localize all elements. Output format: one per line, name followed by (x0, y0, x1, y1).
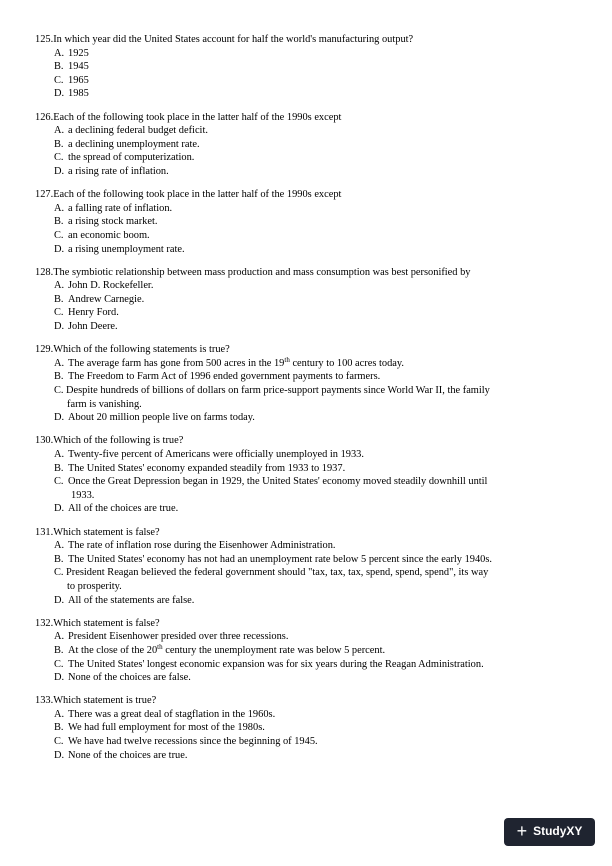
question-number: 133. (35, 695, 54, 707)
option-text-end: century to 100 acres today. (289, 357, 405, 369)
option-text: None of the choices are false. (68, 672, 191, 684)
option-letter: B. (54, 61, 64, 73)
option-d (35, 594, 580, 608)
question-stem (35, 33, 580, 47)
option-c (35, 735, 580, 749)
option-d (35, 502, 580, 516)
option-b (35, 721, 580, 735)
question-text: Which statement is true? (53, 695, 157, 707)
option-b (35, 215, 580, 229)
option-d (35, 165, 580, 179)
question-130 (35, 434, 580, 516)
question-131 (35, 526, 580, 608)
question-number: 131. (35, 526, 54, 538)
option-text: The United States' economy expanded steadily from 1933 to 1937. (68, 462, 346, 474)
studyxy-badge[interactable] (504, 818, 595, 846)
option-text: an economic boom. (68, 229, 150, 241)
question-number: 125. (35, 34, 54, 45)
option-letter: B. (54, 293, 64, 305)
option-letter: B. (54, 462, 64, 474)
question-133 (35, 694, 580, 762)
option-a (35, 47, 580, 61)
question-number: 130. (35, 435, 54, 447)
question-stem (35, 434, 580, 448)
ordinal-superscript: th (284, 355, 290, 364)
option-letter: B. (54, 371, 64, 383)
option-letter: B. (54, 553, 64, 565)
option-a (35, 630, 580, 644)
option-c (35, 229, 580, 243)
option-letter: C. (54, 385, 64, 397)
option-a (35, 357, 580, 371)
question-number: 127. (35, 189, 54, 201)
option-letter: A. (54, 125, 65, 137)
option-c (35, 384, 580, 411)
option-b (35, 138, 580, 152)
option-letter: A. (54, 708, 65, 720)
question-126 (35, 111, 580, 179)
option-text: Once the Great Depression began in 1929, the United States' economy moved steadily downhill until (68, 476, 488, 488)
option-a (35, 202, 580, 216)
option-letter: A. (54, 449, 65, 460)
question-128 (35, 266, 580, 334)
question-text: Which of the following statements is true? (53, 344, 230, 356)
option-d (35, 243, 580, 257)
question-stem (35, 617, 580, 631)
option-letter: C. (54, 736, 64, 748)
option-letter: A. (54, 540, 65, 552)
question-text: Which statement is false? (53, 526, 160, 538)
option-letter: C. (54, 307, 64, 319)
option-d (35, 87, 580, 101)
option-letter: D. (54, 165, 65, 177)
option-text: a rising unemployment rate. (68, 243, 185, 255)
option-text: a rising stock market. (68, 216, 158, 228)
option-c (35, 74, 580, 88)
option-letter: B. (54, 216, 64, 228)
question-text: Each of the following took place in the latter half of the 1990s except (53, 189, 342, 201)
option-letter: D. (54, 412, 65, 424)
option-text: a rising rate of inflation. (68, 165, 169, 177)
question-number: 132. (35, 617, 54, 629)
question-text: The symbiotic relationship between mass production and mass consumption was best personified by (53, 266, 471, 278)
option-text: All of the statements are false. (68, 594, 195, 606)
question-127 (35, 188, 580, 256)
option-text: a declining unemployment rate. (68, 138, 200, 150)
question-stem (35, 188, 580, 202)
option-text: 1925 (68, 47, 89, 59)
option-text: We had full employment for most of the 1980s. (68, 722, 265, 734)
option-text: Henry Ford. (68, 307, 119, 319)
option-letter: A. (54, 357, 65, 369)
option-text: 1985 (68, 88, 89, 100)
option-c (35, 566, 580, 593)
option-letter: A. (54, 280, 65, 292)
option-text: a declining federal budget deficit. (68, 125, 208, 137)
option-letter: A. (54, 202, 65, 214)
option-text-start: The average farm has gone from 500 acres in the 19 (68, 357, 285, 369)
option-text: John D. Rockefeller. (68, 280, 154, 292)
option-text: The rate of inflation rose during the Eisenhower Administration. (68, 540, 336, 552)
option-b (35, 644, 580, 658)
option-text-end: century the unemployment rate was below 5 percent. (162, 644, 386, 656)
question-132 (35, 617, 580, 685)
option-c (35, 658, 580, 672)
option-text-start: At the close of the 20 (68, 644, 158, 656)
option-letter: A. (54, 631, 65, 643)
option-d (35, 671, 580, 685)
option-text: About 20 million people live on farms today. (68, 412, 255, 424)
question-text: Each of the following took place in the latter half of the 1990s except (53, 111, 342, 123)
option-text: 1965 (68, 74, 89, 86)
option-text: a falling rate of inflation. (68, 202, 173, 214)
option-b (35, 60, 580, 74)
option-text: 1945 (68, 61, 89, 73)
option-letter: D. (54, 88, 65, 100)
option-text: The United States' economy has not had an unemployment rate below 5 percent since the early 1940s. (68, 553, 493, 565)
option-text: Andrew Carnegie. (68, 293, 145, 305)
ordinal-superscript: th (157, 642, 163, 651)
option-letter: D. (54, 672, 65, 684)
option-a (35, 279, 580, 293)
option-a (35, 124, 580, 138)
question-text: In which year did the United States account for half the world's manufacturing output? (53, 34, 414, 45)
option-text-continuation: to prosperity. (67, 580, 122, 592)
option-letter: C. (54, 74, 64, 86)
option-a (35, 448, 580, 462)
option-c (35, 306, 580, 320)
question-stem (35, 694, 580, 708)
option-text: We have had twelve recessions since the beginning of 1945. (68, 736, 318, 748)
option-letter: A. (54, 47, 65, 59)
option-b (35, 553, 580, 567)
question-number: 128. (35, 266, 54, 278)
option-text: All of the choices are true. (68, 503, 179, 515)
option-letter: B. (54, 138, 64, 150)
plus-icon: + (516, 821, 528, 841)
question-stem (35, 526, 580, 540)
option-text: Despite hundreds of billions of dollars on farm price-support payments since World War II, the family (66, 385, 490, 397)
option-letter: C. (54, 658, 64, 670)
option-letter: C. (54, 476, 64, 488)
option-letter: D. (54, 321, 65, 333)
option-text: The United States' longest economic expansion was for six years during the Reagan Administration. (68, 658, 484, 670)
option-text-continuation: 1933. (71, 489, 95, 501)
question-number: 129. (35, 344, 54, 356)
question-stem (35, 266, 580, 280)
option-b (35, 462, 580, 476)
option-text: John Deere. (68, 321, 118, 333)
option-text: President Eisenhower presided over three recessions. (68, 631, 289, 643)
option-c (35, 151, 580, 165)
option-text-continuation: farm is vanishing. (67, 398, 142, 410)
option-letter: B. (54, 722, 64, 734)
option-a (35, 708, 580, 722)
option-letter: C. (54, 152, 64, 164)
option-letter: B. (54, 644, 64, 656)
option-text: None of the choices are true. (68, 749, 188, 761)
question-stem (35, 111, 580, 125)
question-129 (35, 343, 580, 425)
option-text: President Reagan believed the federal government should "tax, tax, tax, spend, spend, spend", its way (66, 567, 489, 579)
option-b (35, 293, 580, 307)
option-c (35, 475, 580, 502)
option-text: There was a great deal of stagflation in the 1960s. (68, 708, 276, 720)
option-text: The Freedom to Farm Act of 1996 ended government payments to farmers. (68, 371, 381, 383)
question-text: Which of the following is true? (53, 435, 184, 447)
option-d (35, 411, 580, 425)
option-d (35, 749, 580, 763)
option-letter: D. (54, 749, 65, 761)
question-list (35, 33, 580, 772)
badge-brand: StudyXY (533, 824, 583, 839)
question-text: Which statement is false? (53, 617, 160, 629)
option-letter: D. (54, 594, 65, 606)
option-letter: C. (54, 567, 64, 579)
question-stem (35, 343, 580, 357)
option-text: Twenty-five percent of Americans were officially unemployed in 1933. (68, 449, 364, 460)
option-letter: C. (54, 229, 64, 241)
option-a (35, 539, 580, 553)
option-text: the spread of computerization. (68, 152, 195, 164)
option-d (35, 320, 580, 334)
option-letter: D. (54, 243, 65, 255)
option-letter: D. (54, 503, 65, 515)
question-number: 126. (35, 111, 54, 123)
option-b (35, 370, 580, 384)
question-125 (35, 33, 580, 101)
